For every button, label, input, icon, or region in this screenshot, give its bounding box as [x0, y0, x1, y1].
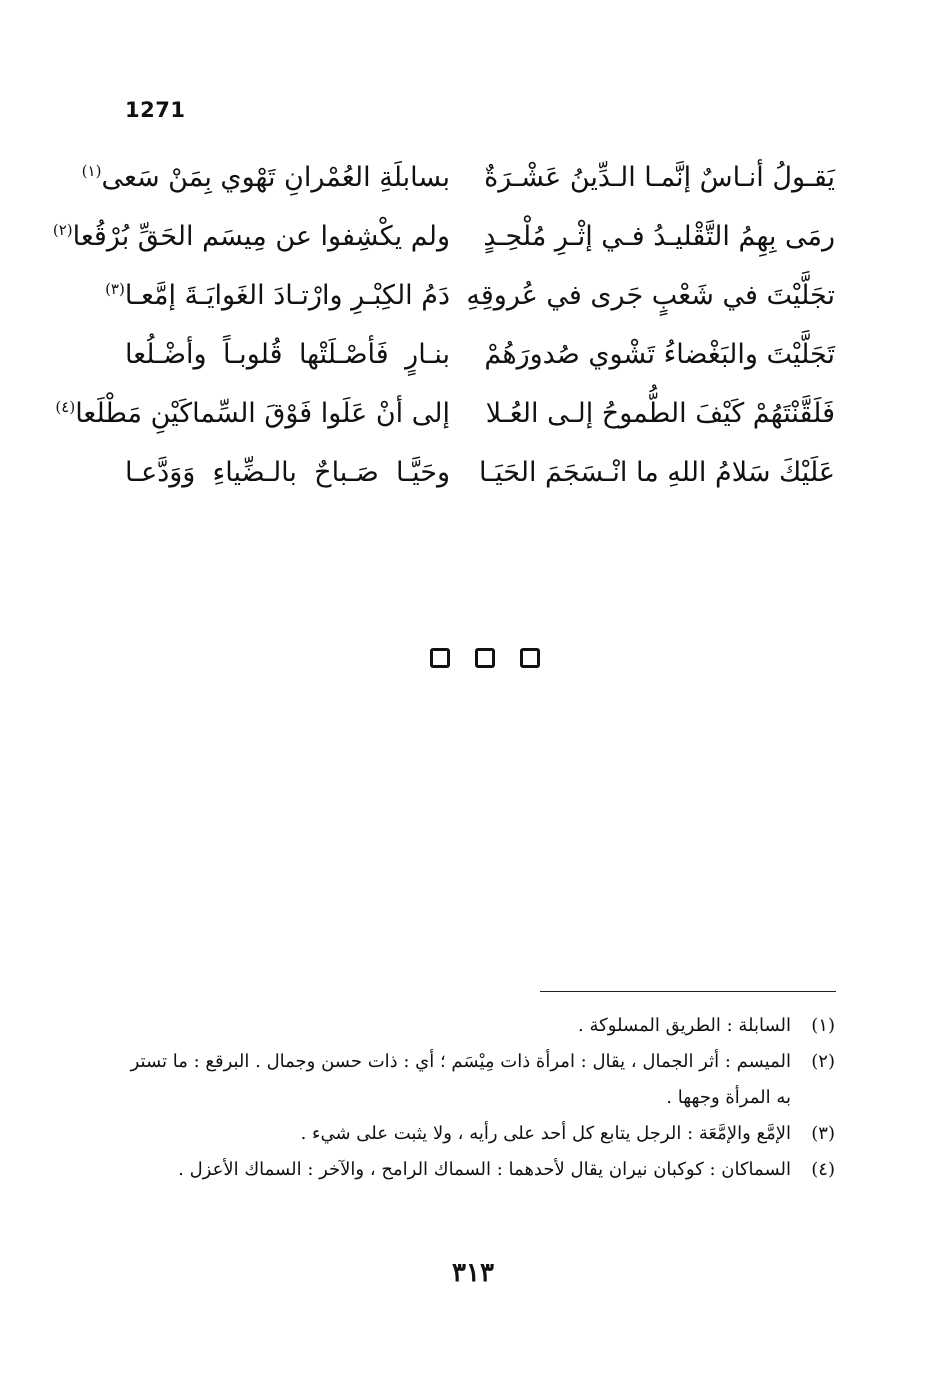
separator-square-icon — [430, 648, 450, 668]
page-number: ٣١٣ — [452, 1258, 494, 1288]
verse-first-hemistich: فَلَقَّنْتَهُمْ كَيْفَ الطُّموحُ إلـى العُـلا — [485, 398, 835, 429]
verse-first-hemistich: تَجَلَّيْتَ والبَغْضاءُ تَشْوي صُدورَهُمْ — [484, 339, 835, 370]
poem-verse — [52, 209, 835, 268]
footnote-reference: (٢) — [52, 221, 73, 239]
verse-first-hemistich: عَلَيْكَ سَلامُ اللهِ ما انْـسَجَمَ الحَيَـا — [479, 457, 835, 488]
verse-second-text: ولم يكْشِفوا عن مِيسَم الحَقِّ بُرْقُعا — [72, 221, 450, 252]
poem-verse — [125, 327, 835, 386]
footnote-number: (١) — [811, 1015, 835, 1036]
section-separator — [430, 648, 540, 668]
verse-first-hemistich: تجَلَّيْتَ في شَعْبٍ جَرى في عُروقِهِ — [466, 280, 835, 311]
verse-second-hemistich — [125, 327, 450, 383]
verse-first-hemistich: يَقـولُ أنـاسٌ إنَّمـا الـدِّينُ عَشْـرَةٌ — [484, 162, 835, 193]
volume-page-number: 1271 — [125, 98, 186, 122]
footnote-number: (٣) — [811, 1123, 835, 1144]
verse-second-hemistich — [105, 268, 450, 324]
verse-second-hemistich — [52, 209, 450, 265]
verse-second-hemistich — [55, 386, 450, 442]
footnote-text: السابلة : الطريق المسلوكة . — [578, 1015, 791, 1036]
footnote-text: الميسم : أثر الجمال ، يقال : امرأة ذات مِيْسَم ؛ أي : ذات حسن وجمال . البرقع : ما تستر به المرأة وجهها . — [130, 1051, 791, 1108]
poem-verse — [105, 268, 835, 327]
poem-verse — [55, 386, 835, 445]
footnote-reference: (١) — [81, 162, 102, 180]
footnote-reference: (٣) — [105, 280, 125, 298]
footnote-number: (٢) — [811, 1051, 835, 1072]
footnote-item — [125, 1008, 835, 1044]
footnote-text: الإمَّع والإمَّعَة : الرجل يتابع كل أحد على رأيه ، ولا يثبت على شيء . — [300, 1123, 791, 1144]
verse-second-hemistich — [81, 150, 450, 206]
verse-second-text: بسابلَةِ العُمْرانِ تَهْوي بِمَنْ سَعى — [101, 162, 450, 193]
footnote-reference: (٤) — [55, 398, 76, 416]
verse-second-text: إلى أنْ عَلَوا فَوْقَ السِّماكَيْنِ مَطْلَعا — [75, 398, 450, 429]
footnote-text: السماكان : كوكبان نيران يقال لأحدهما : السماك الرامح ، والآخر : السماك الأعزل . — [178, 1159, 791, 1180]
footnote-divider — [540, 991, 836, 992]
footnotes — [125, 1008, 835, 1188]
separator-square-icon — [475, 648, 495, 668]
verse-second-text: وحَيَّـا صَـباحٌ بالـضِّياءِ وَوَدَّعـا — [125, 457, 450, 488]
poem — [52, 150, 835, 504]
separator-square-icon — [520, 648, 540, 668]
footnote-item — [125, 1044, 835, 1116]
footnote-number: (٤) — [811, 1159, 835, 1180]
verse-second-hemistich — [125, 445, 450, 501]
verse-second-text: دَمُ الكِبْـرِ وارْتـادَ الغَوايَـةَ إمَّعـا — [124, 280, 450, 311]
footnote-item — [125, 1116, 835, 1152]
poem-verse — [125, 445, 835, 504]
poem-verse — [81, 150, 835, 209]
verse-second-text: بنـارٍ فَأصْـلَتْها قُلوبـاً وأضْـلُعا — [125, 339, 450, 370]
verse-first-hemistich: رمَى بِهِمُ التَّقْليـدُ فـي إثْـرِ مُلْحِـدٍ — [483, 221, 835, 252]
footnote-item — [125, 1152, 835, 1188]
